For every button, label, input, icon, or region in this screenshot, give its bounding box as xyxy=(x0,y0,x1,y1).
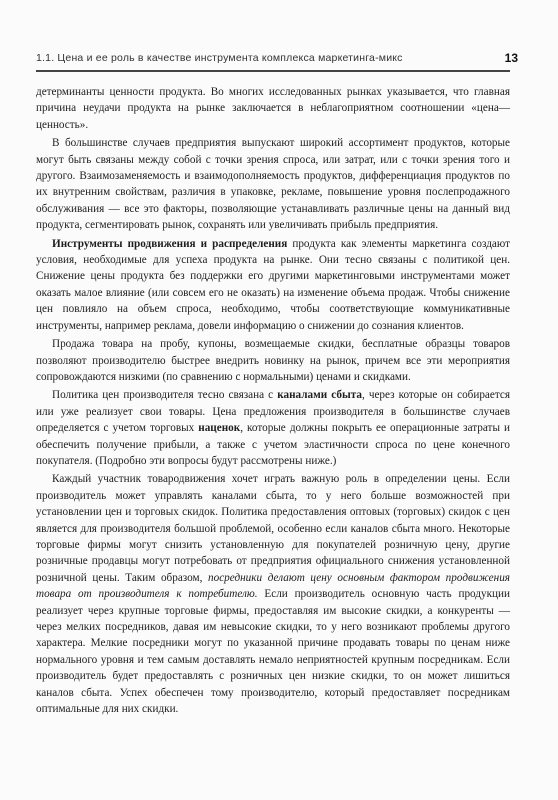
paragraph-3 xyxy=(36,236,510,334)
paragraph-5-part-2: , через которые он собирается или уже реализует свои товары. Цена предложения производителя в большинстве случаев определяется с учетом торговых xyxy=(36,389,510,435)
term-promotion-distribution: Инструменты продвижения и распределения xyxy=(52,237,288,250)
term-markups: наценок xyxy=(198,422,241,435)
page-number: 13 xyxy=(504,51,518,65)
paragraph-3-text: продукта как элементы маркетинга создают условия, необходимые для успеха продукта на рынке. Они тесно связаны с политикой цен. Снижение цены продукта без поддержки его другими маркетинговыми инструментами может оказать малое влияние (или совсем его не оказать) на изменение объема продаж. Чтобы снижение цен повлияло на объем спроса, необходимо, чтобы соответствующие коммуникативные инструменты, например реклама, довели информацию о снижении до сознания клиентов. xyxy=(36,237,510,332)
paragraph-4: Продажа товара на пробу, купоны, возмещаемые скидки, бесплатные образцы товаров позволяют производителю быстрее внедрить новинку на рынок, причем все эти мероприятия сопровождаются низкими (по сравнению с нормальными) ценами и скидками. xyxy=(36,338,510,383)
term-sales-channels: каналами сбыта xyxy=(277,389,362,402)
paragraph-5-part-1: Политика цен производителя тесно связана с xyxy=(52,389,278,402)
paragraph-1: детерминанты ценности продукта. Во многих исследованных рынках указывается, что главная причина неудачи продукта на рынке заключается в неблагоприятном соотношении «цена—ценность». xyxy=(36,86,510,131)
page-header xyxy=(36,44,518,72)
paragraph-2: В большинстве случаев предприятия выпускают широкий ассортимент продуктов, которые могут быть связаны между собой с точки зрения спроса, или затрат, или с точки зрения того и другого. Взаимозаменяемость и взаимодополняемость продуктов, дифференциация продуктов по их внутренним свойствам, различия в упаковке, рекламе, повышение уровня послепродажного обслуживания — все это факторы, позволяющие устанавливать различные цены на данный вид продукта, сегментировать рынок, сохранять или увеличивать прибыль предприятия. xyxy=(36,137,510,232)
paragraph-5-part-3: , которые должны покрыть ее операционные затраты и обеспечить получение прибыли, а также с учетом эластичности спроса по цене конечного покупателя. (Подробно эти вопросы будут рассмотрены ниже.) xyxy=(36,422,510,467)
running-head: 1.1. Цена и ее роль в качестве инструмента комплекса маркетинга-микс xyxy=(36,52,403,64)
paragraph-6-part-2: Если производитель основную часть продукции реализует через крупные торговые фирмы, предоставляя им высокие скидки, а конкуренты — через мелких посредников, давая им невысокие скидки, то у него возникают проблемы другого характера. Мелкие посредники могут по указанной причине продавать товары по ценам ниже нормального уровня и тем самым доставлять немало неприятностей крупным посредникам. Если производитель будет предоставлять с розничных цен низкие скидки, то он может лишиться каналов сбыта. Успех обеспечен тому производителю, который предоставляет посредникам оптимальные для них скидки. xyxy=(36,588,510,716)
page-body xyxy=(36,84,510,717)
emphasis-intermediaries: посредники делают цену основным фактором продвижения товара от производителя к потребителю. xyxy=(36,571,510,601)
paragraph-6-part-1: Каждый участник товародвижения хочет играть важную роль в определении цены. Если производитель может управлять каналами сбыта, то у него больше возможностей при установлении цен и торговых скидок. Политика предоставления оптовых (торговых) скидок с цен является для производителя большой проблемой, особенно если каналов сбыта много. Некоторые торговые фирмы могут снизить установленную для покупателей розничную цену, другие розничные продавцы могут потребовать от предприятия официального снижения установленной розничной цены. Таким образом, xyxy=(36,473,510,584)
paragraph-5 xyxy=(36,387,510,469)
paragraph-6 xyxy=(36,471,510,717)
